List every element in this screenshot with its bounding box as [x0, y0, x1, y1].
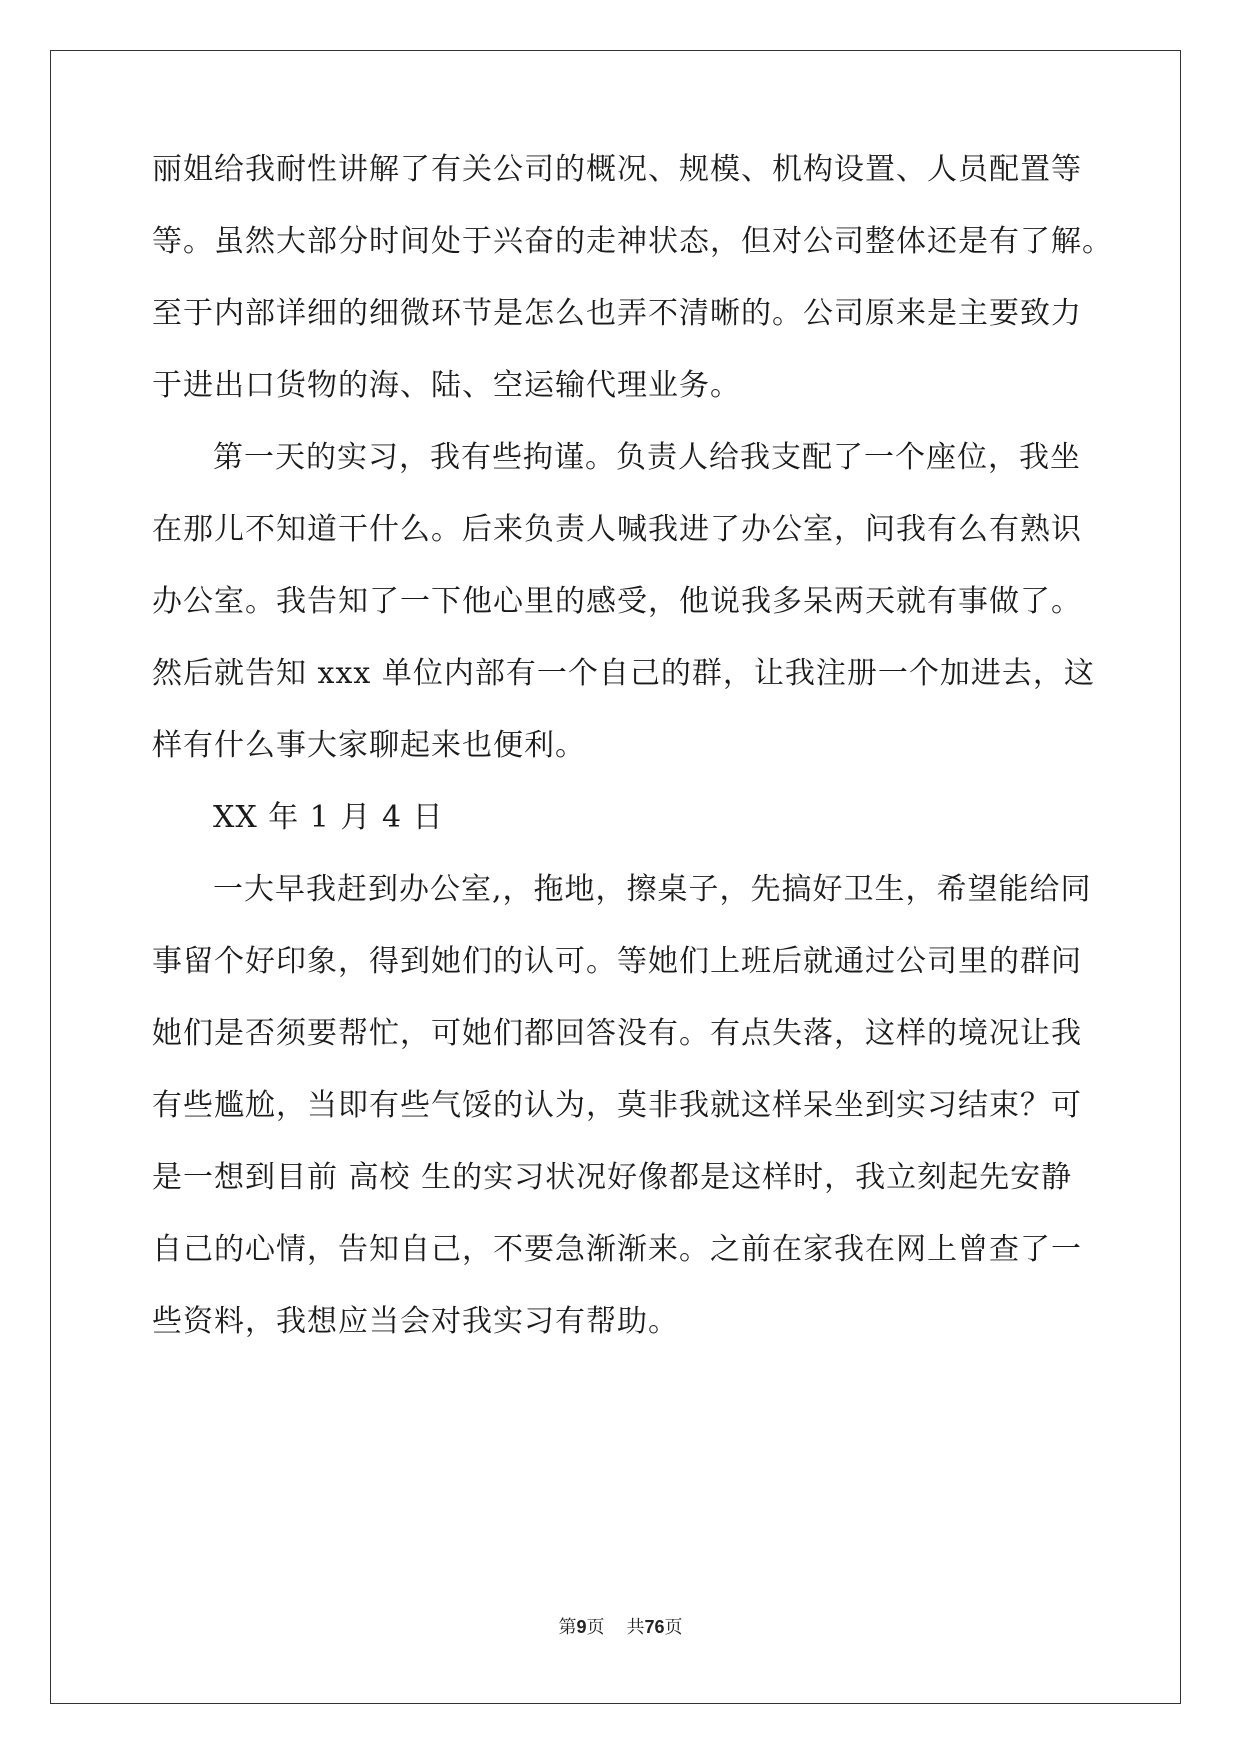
- page-prefix: 第: [558, 1617, 577, 1638]
- text-line: 第一天的实习，我有些拘谨。负责人给我支配了一个座位，我坐: [213, 440, 1081, 475]
- text-line: 事留个好印象，得到她们的认可。等她们上班后就通过公司里的群问: [152, 944, 1082, 979]
- total-pages: 76: [644, 1617, 665, 1637]
- text-line: 是一想到目前 高校 生的实习状况好像都是这样时，我立刻起先安静: [152, 1160, 1073, 1195]
- text-line: 等。虽然大部分时间处于兴奋的走神状态，但对公司整体还是有了解。: [152, 224, 1113, 259]
- text-line: 丽姐给我耐性讲解了有关公司的概况、规模、机构设置、人员配置等: [152, 152, 1082, 187]
- page-footer: [0, 1615, 1241, 1640]
- text-line: 她们是否须要帮忙，可她们都回答没有。有点失落，这样的境况让我: [152, 1016, 1082, 1051]
- text-line: 办公室。我告知了一下他心里的感受，他说我多呆两天就有事做了。: [152, 584, 1082, 619]
- text-line: 样有什么事大家聊起来也便利。: [152, 728, 586, 763]
- text-line: 一大早我赶到办公室,，拖地，擦桌子，先搞好卫生，希望能给同: [213, 872, 1092, 907]
- date-heading: XX 年 1 月 4 日: [213, 800, 444, 835]
- total-suffix: 页: [664, 1617, 683, 1638]
- page-number: 9: [576, 1617, 587, 1637]
- page-suffix: 页: [586, 1617, 605, 1638]
- text-line: 有些尴尬，当即有些气馁的认为，莫非我就这样呆坐到实习结束？可: [152, 1088, 1082, 1123]
- text-line: 在那儿不知道干什么。后来负责人喊我进了办公室，问我有么有熟识: [152, 512, 1082, 547]
- text-line: 自己的心情，告知自己，不要急渐渐来。之前在家我在网上曾查了一: [152, 1232, 1082, 1267]
- text-line: 然后就告知 xxx 单位内部有一个自己的群，让我注册一个加进去，这: [152, 656, 1095, 691]
- text-line: 至于内部详细的细微环节是怎么也弄不清晰的。公司原来是主要致力: [152, 296, 1082, 331]
- total-prefix: 共: [626, 1617, 645, 1638]
- text-line: 于进出口货物的海、陆、空运输代理业务。: [152, 368, 741, 403]
- text-line: 些资料，我想应当会对我实习有帮助。: [152, 1304, 679, 1339]
